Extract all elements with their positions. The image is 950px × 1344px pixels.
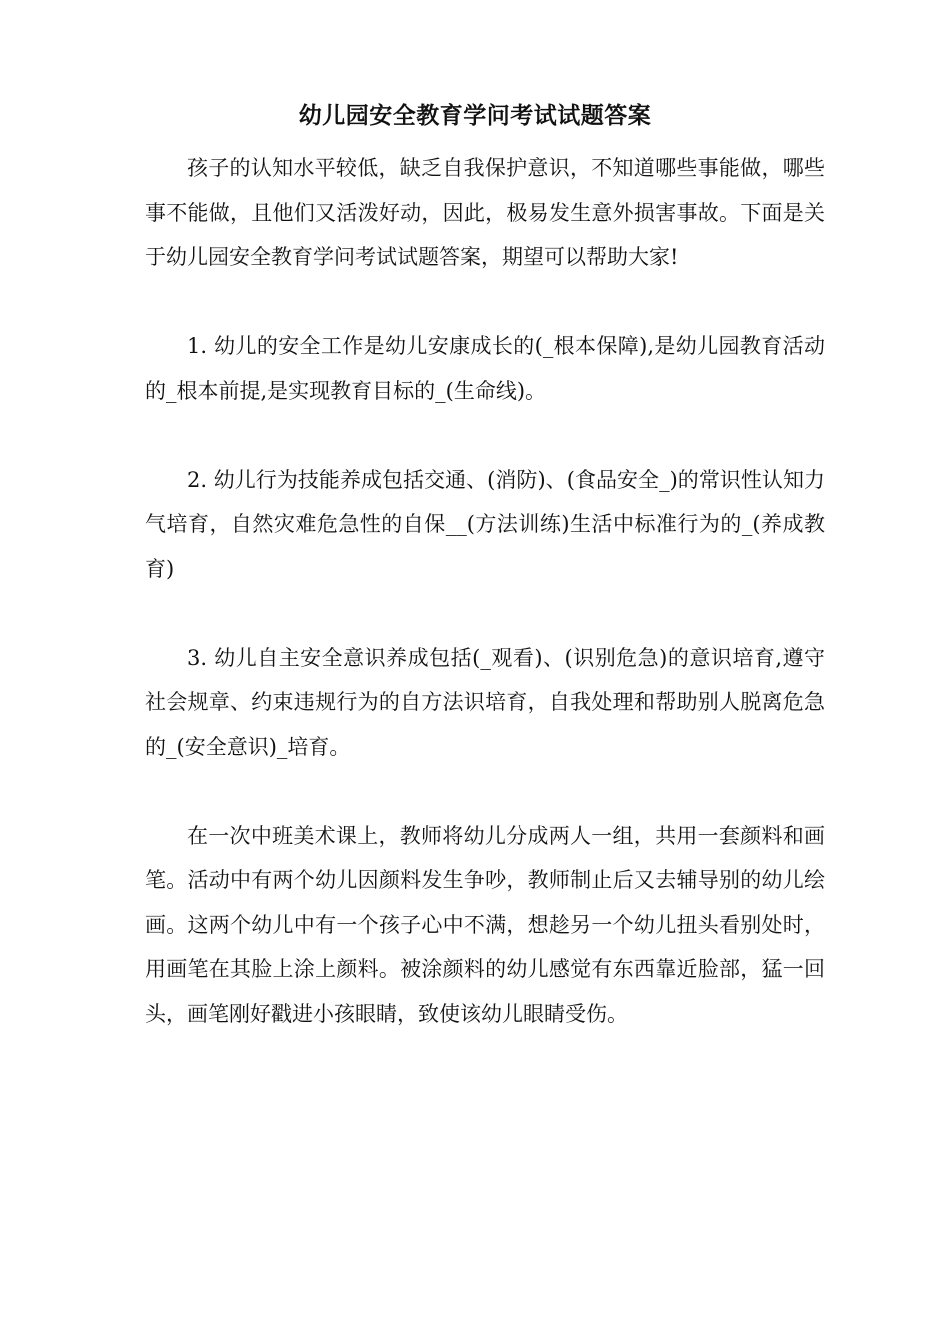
case-paragraph: 在一次中班美术课上，教师将幼儿分成两人一组，共用一套颜料和画笔。活动中有两个幼儿因颜料发生争吵，教师制止后又去辅导别的幼儿绘画。这两个幼儿中有一个孩子心中不满，想趁另一个幼儿扭头看别处时，用画笔在其脸上涂上颜料。被涂颜料的幼儿感觉有东西靠近脸部，猛一回头，画笔刚好戳进小孩眼睛，致使该幼儿眼睛受伤。 (145, 823, 825, 1026)
question-2-paragraph: 2. 幼儿行为技能养成包括交通、(消防)、(食品安全_)的常识性认知力气培育，自然灾难危急性的自保__(方法训练)生活中标准行为的_(养成教育) (145, 467, 825, 581)
document-title: 幼儿园安全教育学问考试试题答案 (298, 102, 652, 129)
document-body (145, 146, 825, 1036)
question-1-paragraph: 1. 幼儿的安全工作是幼儿安康成长的(_根本保障),是幼儿园教育活动的_根本前提,是实现教育目标的_(生命线)。 (145, 334, 825, 403)
intro-paragraph: 孩子的认知水平较低，缺乏自我保护意识，不知道哪些事能做，哪些事不能做，且他们又活泼好动，因此，极易发生意外损害事故。下面是关于幼儿园安全教育学问考试试题答案，期望可以帮助大家! (145, 156, 825, 269)
question-3-paragraph: 3. 幼儿自主安全意识养成包括(_观看)、(识别危急)的意识培育,遵守社会规章、约束违规行为的自方法识培育，自我处理和帮助别人脱离危急的_(安全意识)_培育。 (145, 645, 825, 759)
